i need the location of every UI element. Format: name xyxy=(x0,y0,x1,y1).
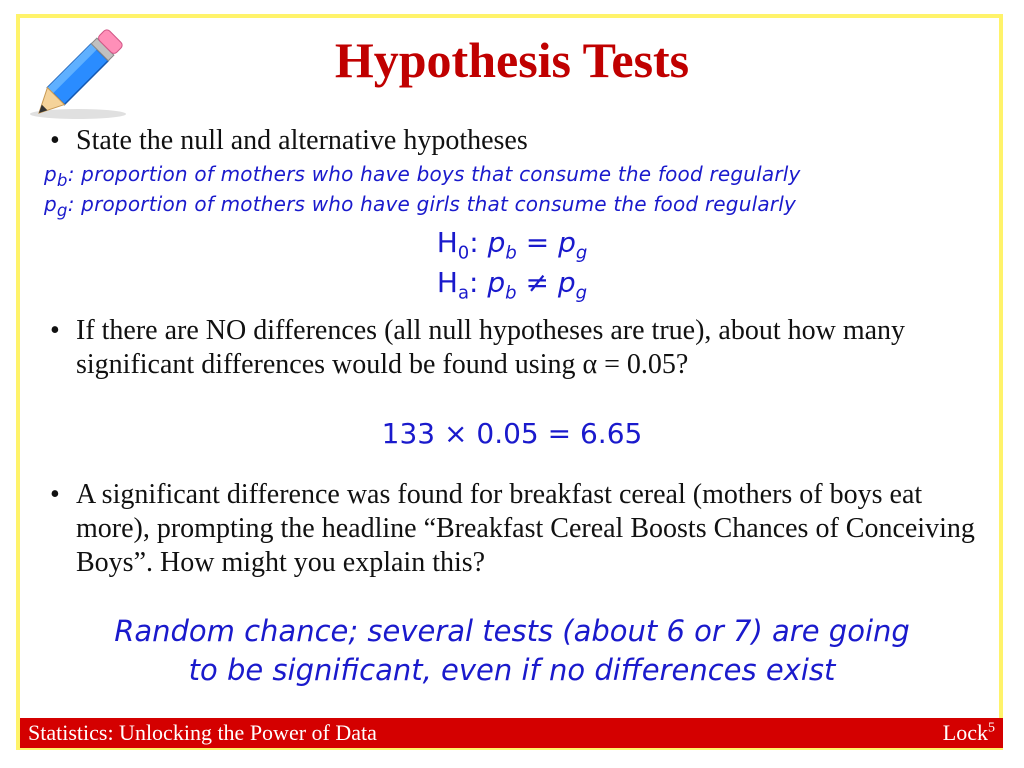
hypothesis-rhs-sub: g xyxy=(575,242,588,264)
bullet-breakfast-cereal xyxy=(50,478,980,580)
footer-author-sup: 5 xyxy=(988,720,995,736)
hypothesis-label: H xyxy=(436,266,458,299)
calculation-result: 133 × 0.05 = 6.65 xyxy=(381,417,643,450)
hypothesis-lhs: p xyxy=(487,226,506,259)
hypothesis-label-sub: a xyxy=(457,282,470,304)
footer-title: Statistics: Unlocking the Power of Data xyxy=(28,720,377,745)
definition-subscript: g xyxy=(56,201,68,220)
alternative-hypothesis xyxy=(0,265,1024,312)
bullet-hypotheses xyxy=(50,124,980,158)
bullet-text: A significant difference was found for breakfast cereal (mothers of boys eat more), prompting the headline “Breakfast Cereal Boosts Chances of Conceiving Boys”. How might you explain this? xyxy=(76,479,975,578)
footer-bar xyxy=(20,718,1003,748)
hypothesis-lhs-sub: b xyxy=(505,282,517,304)
hypothesis-lhs-sub: b xyxy=(505,242,517,264)
page-title: Hypothesis Tests xyxy=(334,32,690,88)
answer-line-2: to be significant, even if no differences exist xyxy=(188,653,836,687)
definition-subscript: b xyxy=(56,171,68,190)
definition-text: : proportion of mothers who have boys that consume the food regularly xyxy=(67,162,801,186)
footer-author xyxy=(943,718,995,748)
bullet-dot: • xyxy=(50,479,60,510)
hypothesis-label-sub: 0 xyxy=(457,242,470,264)
hypothesis-rhs-sub: g xyxy=(575,282,588,304)
bullet-dot: • xyxy=(50,125,60,156)
definition-pg xyxy=(44,190,796,225)
bullet-dot: • xyxy=(50,315,60,346)
hypothesis-sep: : xyxy=(469,266,488,299)
definition-symbol: p xyxy=(44,192,57,216)
hypothesis-sep: : xyxy=(469,226,488,259)
footer-author-name: Lock xyxy=(942,720,988,745)
hypothesis-operator: ≠ xyxy=(516,266,558,299)
hypothesis-label: H xyxy=(436,226,458,259)
hypothesis-rhs: p xyxy=(557,266,576,299)
bullet-text: State the null and alternative hypotheses xyxy=(76,125,528,156)
hypothesis-lhs: p xyxy=(487,266,506,299)
answer-line-1: Random chance; several tests (about 6 or 7) are going xyxy=(114,614,910,648)
bullet-text: If there are NO differences (all null hypotheses are true), about how many significant differences would be found using α = 0.05? xyxy=(76,315,906,380)
hypothesis-rhs: p xyxy=(558,226,576,259)
bullet-no-differences xyxy=(50,314,980,382)
definition-symbol: p xyxy=(44,162,57,186)
hypothesis-operator: = xyxy=(516,226,559,259)
definition-text: : proportion of mothers who have girls that consume the food regularly xyxy=(67,192,796,216)
